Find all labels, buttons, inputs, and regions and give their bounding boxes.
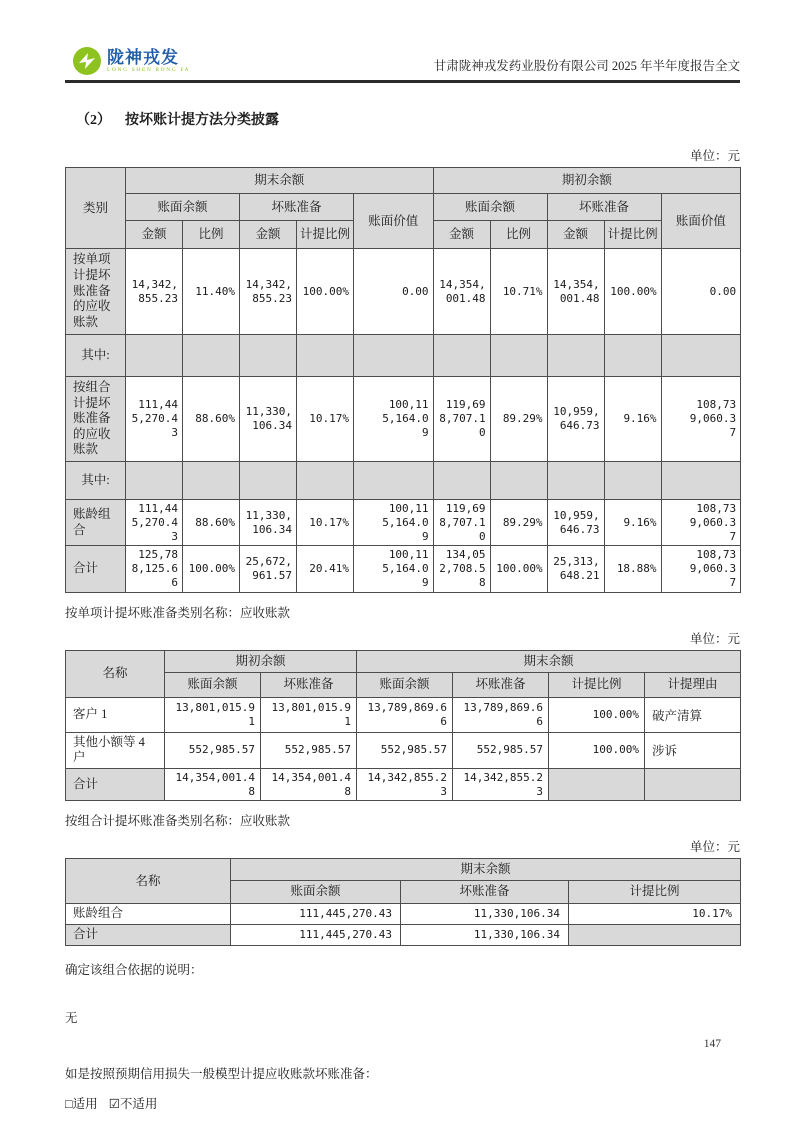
t1-cell <box>354 335 434 377</box>
t1-cell: 111,445,270.43 <box>126 500 183 546</box>
t3-cell: 111,445,270.43 <box>231 924 401 945</box>
logo-text-cn: 陇神戎发 <box>107 47 179 67</box>
t1-cell <box>547 462 604 500</box>
t1-cell: 100,115,164.09 <box>354 546 434 592</box>
t2-cell: 13,789,869.66 <box>453 697 549 732</box>
doc-title: 甘肃陇神戎发药业股份有限公司 2025 年半年度报告全文 <box>433 59 740 73</box>
t1-cell: 108,739,060.37 <box>661 500 741 546</box>
t1-cell <box>433 335 490 377</box>
t2-cell: 552,985.57 <box>453 732 549 768</box>
table-row <box>66 462 741 500</box>
t1-cell: 20.41% <box>297 546 354 592</box>
t1-cell <box>354 462 434 500</box>
t1-cell: 89.29% <box>490 377 547 462</box>
t1-h-bad-debt: 坏账准备 <box>240 194 354 221</box>
t1-row-label: 其中: <box>66 462 126 500</box>
t1-cell: 100,115,164.09 <box>354 377 434 462</box>
unit-label: 单位：元 <box>689 149 740 163</box>
t1-cell <box>126 335 183 377</box>
t1-cell: 25,313,648.21 <box>547 546 604 592</box>
t1-cell <box>547 335 604 377</box>
t2-cell: 14,342,855.23 <box>357 768 453 801</box>
page-header <box>72 0 740 76</box>
t1-cell: 9.16% <box>604 377 661 462</box>
t1-cell <box>126 462 183 500</box>
t1-h-provision-ratio: 计提比例 <box>604 221 661 249</box>
checkbox-unchecked-icon: □ <box>65 1096 73 1111</box>
t3-h-ending: 期末余额 <box>231 859 741 880</box>
t2-h-beginning: 期初余额 <box>165 650 357 672</box>
t1-cell: 111,445,270.43 <box>126 377 183 462</box>
table-row <box>66 768 741 801</box>
t1-h-amount: 金额 <box>126 221 183 249</box>
t1-cell: 11.40% <box>183 249 240 335</box>
t1-cell: 88.60% <box>183 377 240 462</box>
bad-debt-by-method-table <box>65 167 741 593</box>
table-row <box>66 924 741 945</box>
applicability-line <box>65 1094 740 1112</box>
t1-cell: 25,672,961.57 <box>240 546 297 592</box>
t2-cell: 13,789,869.66 <box>357 697 453 732</box>
t2-cell: 13,801,015.91 <box>261 697 357 732</box>
t2-h-name: 名称 <box>66 650 165 697</box>
t1-h-ending: 期末余额 <box>126 168 434 194</box>
t2-cell: 13,801,015.91 <box>165 697 261 732</box>
ecl-note: 如是按照预期信用损失一般模型计提应收账款坏账准备： <box>65 1066 378 1081</box>
t1-h-book-balance: 账面余额 <box>433 194 547 221</box>
section-title-text: 按坏账计提方法分类披露 <box>125 113 279 128</box>
basis-note-title: 确定该组合依据的说明： <box>65 962 203 977</box>
t2-row-label: 客户 1 <box>66 697 165 732</box>
t1-row-label: 按组合计提坏账准备的应收账款 <box>66 377 126 462</box>
t1-cell: 89.29% <box>490 500 547 546</box>
logo-text-en: LONG SHEN RONG FA <box>107 66 191 73</box>
individual-provision-table <box>65 650 741 802</box>
t2-h-bad-debt: 坏账准备 <box>453 672 549 697</box>
t2-h-book-balance: 账面余额 <box>165 672 261 697</box>
t1-cell <box>604 335 661 377</box>
t1-cell: 10,959,646.73 <box>547 500 604 546</box>
t1-h-book-value: 账面价值 <box>661 194 741 249</box>
t1-cell <box>297 462 354 500</box>
t1-cell <box>297 335 354 377</box>
t1-cell: 100,115,164.09 <box>354 500 434 546</box>
t1-row-label: 其中: <box>66 335 126 377</box>
logo-bird-icon <box>72 46 102 76</box>
t1-h-book-value: 账面价值 <box>354 194 434 249</box>
table-row <box>66 732 741 768</box>
t2-cell: 破产清算 <box>645 697 741 732</box>
section-number: （2） <box>76 113 111 128</box>
t2-h-book-balance: 账面余额 <box>357 672 453 697</box>
t2-cell: 100.00% <box>549 697 645 732</box>
table-row <box>66 249 741 335</box>
table-row <box>66 903 741 924</box>
t1-cell: 10,959,646.73 <box>547 377 604 462</box>
t1-cell: 0.00 <box>661 249 741 335</box>
t1-h-amount: 金额 <box>433 221 490 249</box>
t1-cell <box>240 335 297 377</box>
applicable-label: 适用 <box>72 1096 98 1111</box>
t2-cell <box>549 768 645 801</box>
t1-cell: 100.00% <box>297 249 354 335</box>
t1-cell: 134,052,708.58 <box>433 546 490 592</box>
t1-cell: 100.00% <box>490 546 547 592</box>
t1-cell <box>433 462 490 500</box>
t2-cell: 涉诉 <box>645 732 741 768</box>
t1-cell: 125,788,125.66 <box>126 546 183 592</box>
t3-cell: 11,330,106.34 <box>401 903 569 924</box>
t2-h-provision-reason: 计提理由 <box>645 672 741 697</box>
company-logo <box>72 46 190 76</box>
t1-h-amount: 金额 <box>240 221 297 249</box>
t1-cell: 14,342,855.23 <box>126 249 183 335</box>
not-applicable-label: 不适用 <box>119 1096 158 1111</box>
t2-h-bad-debt: 坏账准备 <box>261 672 357 697</box>
t1-cell <box>490 462 547 500</box>
t1-cell: 11,330,106.34 <box>240 500 297 546</box>
table-row <box>66 335 741 377</box>
unit-label: 单位：元 <box>689 631 740 646</box>
t3-h-provision-ratio: 计提比例 <box>569 880 741 903</box>
t1-cell: 14,354,001.48 <box>547 249 604 335</box>
t1-row-label: 账龄组合 <box>66 500 126 546</box>
basis-note-value: 无 <box>65 1010 78 1025</box>
table-row <box>66 697 741 732</box>
t1-row-label: 按单项计提坏账准备的应收账款 <box>66 249 126 335</box>
t1-cell: 119,698,707.10 <box>433 377 490 462</box>
t2-row-label: 其他小额等 4 户 <box>66 732 165 768</box>
section-title <box>76 109 740 129</box>
unit-label: 单位：元 <box>689 840 740 855</box>
t1-cell <box>490 335 547 377</box>
t3-h-bad-debt: 坏账准备 <box>401 880 569 903</box>
t1-cell <box>604 462 661 500</box>
t1-h-provision-ratio: 计提比例 <box>297 221 354 249</box>
t1-cell: 100.00% <box>183 546 240 592</box>
t1-h-ratio: 比例 <box>183 221 240 249</box>
t2-cell: 14,354,001.48 <box>165 768 261 801</box>
note-individual: 按单项计提坏账准备类别名称：应收账款 <box>65 605 291 620</box>
t2-h-ending: 期末余额 <box>357 650 741 672</box>
header-rule <box>65 80 740 83</box>
t2-cell: 14,354,001.48 <box>261 768 357 801</box>
t1-cell <box>240 462 297 500</box>
t3-cell: 111,445,270.43 <box>231 903 401 924</box>
table-row <box>66 500 741 546</box>
t2-cell: 552,985.57 <box>165 732 261 768</box>
t3-cell: 10.17% <box>569 903 741 924</box>
t2-cell: 552,985.57 <box>357 732 453 768</box>
t1-row-label: 合计 <box>66 546 126 592</box>
t1-h-category: 类别 <box>66 168 126 249</box>
t1-cell: 11,330,106.34 <box>240 377 297 462</box>
t3-h-name: 名称 <box>66 859 231 903</box>
t1-cell <box>183 335 240 377</box>
t2-cell: 552,985.57 <box>261 732 357 768</box>
t3-cell: 11,330,106.34 <box>401 924 569 945</box>
t2-cell: 14,342,855.23 <box>453 768 549 801</box>
t1-cell: 10.17% <box>297 500 354 546</box>
note-portfolio: 按组合计提坏账准备类别名称：应收账款 <box>65 814 291 829</box>
table-row <box>66 546 741 592</box>
t2-cell: 100.00% <box>549 732 645 768</box>
t2-h-provision-ratio: 计提比例 <box>549 672 645 697</box>
t1-cell: 108,739,060.37 <box>661 377 741 462</box>
t1-cell: 88.60% <box>183 500 240 546</box>
t1-cell: 18.88% <box>604 546 661 592</box>
t3-row-label: 账龄组合 <box>66 903 231 924</box>
t1-cell: 119,698,707.10 <box>433 500 490 546</box>
t1-cell <box>661 335 741 377</box>
checkbox-checked-icon: ☑ <box>108 1096 120 1111</box>
t3-h-book-balance: 账面余额 <box>231 880 401 903</box>
t1-h-book-balance: 账面余额 <box>126 194 240 221</box>
t2-cell <box>645 768 741 801</box>
t1-cell: 14,342,855.23 <box>240 249 297 335</box>
t1-cell: 10.17% <box>297 377 354 462</box>
t1-cell: 0.00 <box>354 249 434 335</box>
t1-cell: 9.16% <box>604 500 661 546</box>
t3-row-label: 合计 <box>66 924 231 945</box>
t1-cell: 100.00% <box>604 249 661 335</box>
t1-cell <box>661 462 741 500</box>
t1-h-bad-debt: 坏账准备 <box>547 194 661 221</box>
t1-cell <box>183 462 240 500</box>
t1-h-beginning: 期初余额 <box>433 168 741 194</box>
t1-cell: 108,739,060.37 <box>661 546 741 592</box>
t1-h-ratio: 比例 <box>490 221 547 249</box>
portfolio-provision-table <box>65 858 741 945</box>
t2-row-label: 合计 <box>66 768 165 801</box>
t1-h-amount: 金额 <box>547 221 604 249</box>
t1-cell: 10.71% <box>490 249 547 335</box>
page-number: 147 <box>703 1038 721 1050</box>
table-row <box>66 377 741 462</box>
t3-cell <box>569 924 741 945</box>
t1-cell: 14,354,001.48 <box>433 249 490 335</box>
